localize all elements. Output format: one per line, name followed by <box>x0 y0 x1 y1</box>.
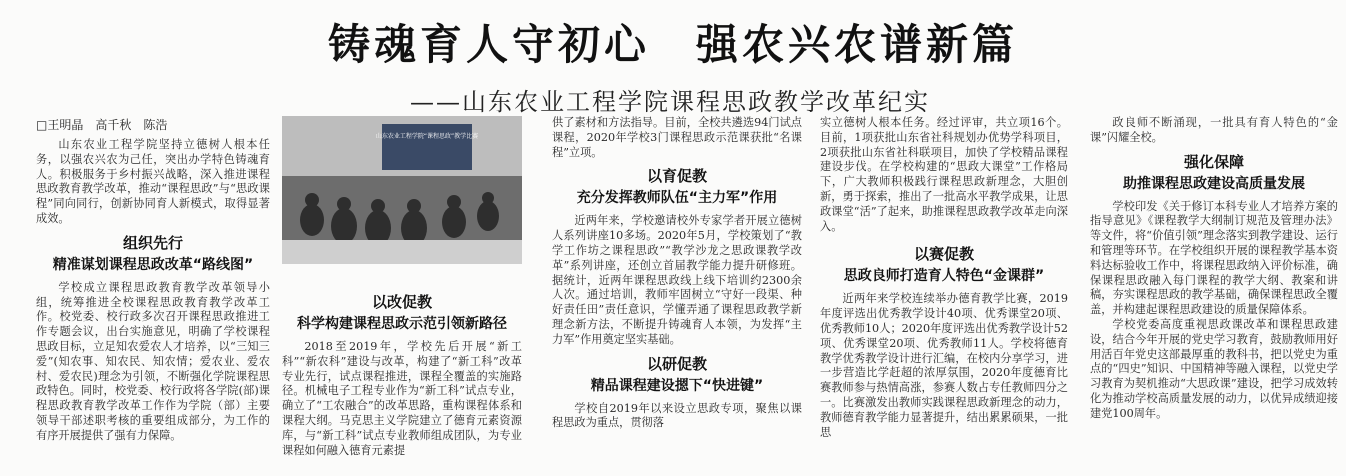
column-4 <box>820 116 1068 476</box>
body-paragraph: 近两年来学校连续举办德育教学比赛，2019年度评选出优秀教学设计40项、优秀课堂20项、优秀教师10人；2020年度评选出优秀教学设计52项、优秀课堂20项、优秀教师11人。学校将德育教学优秀教学设计进行汇编，在校内分享学习，进一步营造比学赶超的浓厚氛围，2020年度德育比赛教师参与热情高涨，参赛人数占专任教师四分之一。比赛激发出教师实践课程思政新理念的动力，教师德育教学能力显著提升，结出累累硕果，一批思 <box>820 292 1068 439</box>
classroom-photo-image <box>282 116 522 264</box>
body-paragraph: 供了素材和方法指导。目前，全校共遴选94门试点课程，2020年学校3门课程思政示范课获批“名课程”立项。 <box>552 116 802 159</box>
section-subheading: 精准谋划课程思政改革“路线图” <box>52 256 254 273</box>
body-paragraph: 近两年来，学校邀请校外专家学者开展立德树人系列讲座10多场。2020年5月，学校策划了“教学工作坊之课程思政”“教学沙龙之思政课教学改革”系列讲座，还创立首届教学能力提升研修班。据统计，近两年课程思政线上线下培训约2300余人次。通过培训，教师牢固树立“守好一段渠、种好责任田”责任意识，学懂弄通了课程思政教学新理念新方法，不断提升铸魂育人本领，为发挥“主力军”作用奠定坚实基础。 <box>552 214 802 346</box>
byline: □王明晶 高千秋 陈浩 <box>36 118 168 132</box>
screen-caption: 山东农业工程学院“课程思政”教学比赛 <box>375 133 479 140</box>
classroom-photo <box>282 116 522 264</box>
section-heading: 强化保障 <box>1183 152 1244 171</box>
column-2 <box>282 286 522 476</box>
section-subheading: 精品课程建设摁下“快进键” <box>590 377 764 394</box>
body-paragraph: 学校印发《关于修订本科专业人才培养方案的指导意见》《课程教学大纲制订规范及管理办法》等文件，将“价值引领”理念落实到教学建设、运行和管理等环节。在学校组织开展的课程教学基本资料达标验收工作中，将课程思政纳入评价标准，确保课程思政融入每门课程的教学大纲、教案和讲稿，夯实课程思政的教学基础，确保课程思政全覆盖，并构建起课程思政建设的质量保障体系。 <box>1090 199 1338 317</box>
column-5 <box>1090 116 1338 476</box>
body-paragraph: 学校自2019年以来设立思政专项，聚焦以课程思政为重点，贯彻落 <box>552 401 802 430</box>
section-heading: 以改促教 <box>371 293 432 311</box>
section-subheading: 充分发挥教师队伍“主力军”作用 <box>576 190 778 207</box>
headline: 铸魂育人守初心 强农兴农谱新篇 <box>327 20 1018 69</box>
body-paragraph: 政良师不断涌现，一批具有育人特色的“金课”闪耀全校。 <box>1090 116 1338 144</box>
body-paragraph: 学校党委高度重视思政课改革和课程思政建设，结合今年开展的党史学习教育，鼓励教师用好用活百年党史这部最厚重的教科书，把以党史为重点的“四史”知识、中国精神等融入课程，以党史学习教育为契机推动“大思政课”建设，把学习成效转化为推动学校高质量发展的动力，以优异成绩迎接建党100周年。 <box>1090 317 1338 420</box>
body-paragraph: 学校成立课程思政教育教学改革领导小组，统筹推进全校课程思政教育教学改革工作。校党委、校行政多次召开课程思政推进工作专题会议，出台实施意见，明确了学校课程思政目标，立足知农爱农人才培养，以“三知三爱”(知农事、知农民、知农情；爱农业、爱农村、爱农民)理念为引领，不断强化学院课程思政特色。同时，校党委、校行政将各学院(部)课程思政教育教学改革工作作为学院（部）主要领导干部述职考核的重要组成部分，为工作的有序开展提供了强有力保障。 <box>36 280 270 442</box>
body-paragraph: 2018至2019年，学校先后开展“新工科”“新农科”建设与改革，构建了“新工科”改革专业先行，试点课程推进，课程全覆盖的实施路径。机械电子工程专业作为“新工科”试点专业，确立了“工农融合”的改革思路，重构课程体系和课程大纲。马克思主义学院建立了德育元素资源库，与“新工科”试点专业教师组成团队，为专业课程如何融入德育元素提 <box>282 340 522 457</box>
section-subheading: 科学构建课程思政示范引领新路径 <box>297 316 507 332</box>
subheadline: ——山东农业工程学院课程思政教学改革纪实 <box>410 88 930 116</box>
body-paragraph: 实立德树人根本任务。经过评审，共立项16个。目前，1项获批山东省社科规划办优势学科项目，2项获批山东省社科联项目，加快了学校精品课程建设步伐。在学校构建的“思政大课堂”工作格局下，广大教师积极践行课程思政新理念，大胆创新，勇于探索，推出了一批高水平教学成果，让思政课堂“活”了起来，助推课程思政教学改革走向深入。 <box>820 116 1068 233</box>
intro-paragraph: 山东农业工程学院坚持立德树人根本任务，以强农兴农为己任，突出办学特色铸魂育人。积极服务于乡村振兴战略，深入推进课程思政教育教学改革，推动“课程思政”与“思政课程”同向同行，创新协同育人新模式，取得显著成效。 <box>36 138 270 225</box>
section-heading: 以育促教 <box>646 167 707 186</box>
section-heading: 组织先行 <box>122 233 183 252</box>
section-subheading: 助推课程思政建设高质量发展 <box>1123 175 1305 192</box>
projector-screen <box>382 124 472 170</box>
section-subheading: 思政良师打造育人特色“金课群” <box>843 268 1045 285</box>
column-1 <box>36 138 270 476</box>
section-heading: 以赛促教 <box>913 245 974 264</box>
column-3 <box>552 116 802 476</box>
section-heading: 以研促教 <box>646 354 707 373</box>
